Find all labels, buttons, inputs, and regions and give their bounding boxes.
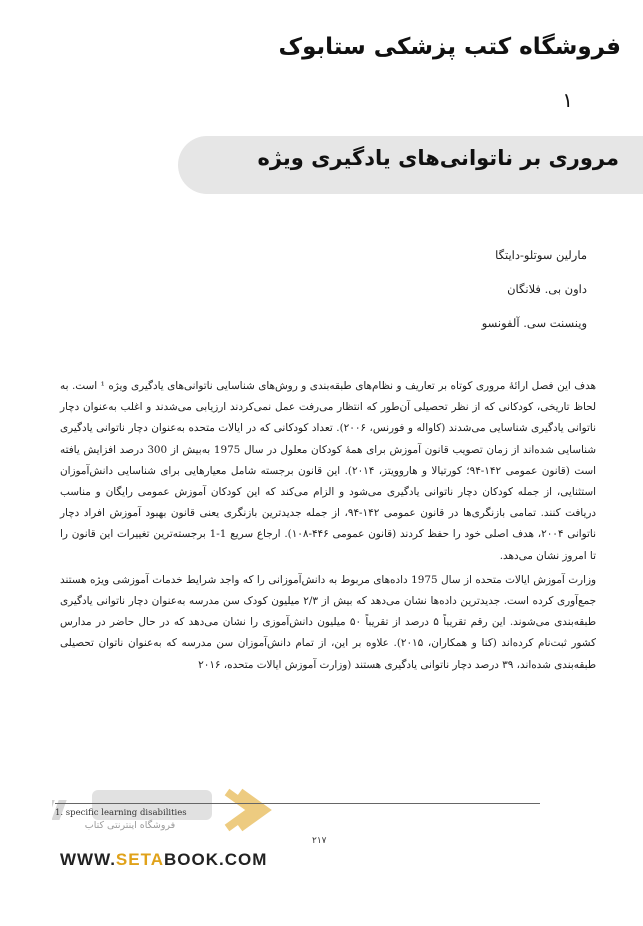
paragraph-2: وزارت آموزش ایالات متحده از سال 1975 داده‌های مربوط به دانش‌آموزانی را که واجد شرایط خدمات آموزشی ویژه هستند جمع‌آوری کرده است. جدیدترین داده‌ها نشان می‌دهد که بیش از ۲/۳ میلیون کودک سن مدرسه به‌عنوان دچار ناتوانی یادگیری طبقه‌بندی می‌شوند. این رقم تقریباً ۵ درصد از تقریباً ۵۰ میلیون دانش‌آموزی را نشان می‌دهد که در حال حاضر در مدارس کشور ثبت‌نام کرده‌اند (کنا و همکاران، ۲۰۱۵). علاوه بر این، از تمام دانش‌آموزان سن مدرسه که به‌عنوان ناتوان تحصیلی طبقه‌بندی شده‌اند، ۳۹ درصد دچار ناتوانی یادگیری هستند (وزارت آموزش ایالات متحده، ۲۰۱۶ — [60, 573, 596, 671]
website-url — [60, 850, 267, 870]
footnote-rule — [55, 803, 540, 804]
logo-chevrons — [227, 792, 265, 828]
website-suffix: BOOK.COM — [164, 850, 268, 869]
logo-text: فروشگاه اینترنتی کتاب — [84, 820, 176, 831]
website-prefix: WWW. — [60, 850, 116, 869]
chapter-title: مروری بر ناتوانی‌های یادگیری ویژه — [257, 146, 619, 170]
footnote: 1. specific learning disabilities — [55, 808, 187, 818]
page-number: ۲۱۷ — [312, 836, 327, 846]
author-1: مارلین سوتلو-دایتگا — [495, 248, 587, 262]
chapter-number: ۱ — [562, 88, 573, 112]
author-2: داون بی. فلانگان — [507, 282, 587, 296]
shop-title: فروشگاه کتب پزشکی ستابوک — [278, 34, 621, 60]
website-brand: SETA — [115, 850, 164, 869]
body-text — [60, 376, 596, 676]
paragraph-1: هدف این فصل ارائهٔ مروری کوتاه بر تعاریف و نظام‌های طبقه‌بندی و روش‌های شناسایی ناتوانی‌های یادگیری ویژه ¹ است. به لحاظ تاریخی، کودکانی که از نظر تحصیلی آن‌طور که انتظار می‌رفت عمل نمی‌کردند ارزیابی می‌شدند و اغلب به‌عنوان دچار ناتوانی یادگیری شناسایی می‌شدند (کاواله و فورنس، ۲۰۰۶). تعداد کودکانی که در ایالات متحده به‌عنوان دچار ناتوانی یادگیری شناسایی شده‌اند از زمان تصویب قانون آموزش برای همهٔ کودکان معلول در سال 1975 به‌بیش از 300 درصد افزایش یافته است (قانون عمومی ۱۴۲-۹۴؛ کورتیالا و هاروویتز، ۲۰۱۴). این قانون برجسته شامل معیارهایی برای شناسایی دانش‌آموزان استثنایی، از جمله کودکان دچار ناتوانی یادگیری می‌شود و الزام می‌کند که این کودکان آموزش عمومی رایگان و مناسب دریافت کنند. تمامی بازنگری‌ها در قانون عمومی ۱۴۲-۹۴، از جمله جدیدترین بازنگری یعنی قانون بهبود آموزش افراد دچار ناتوانی ۲۰۰۴، هدف اصلی خود را حفظ کردند (قانون عمومی ۴۴۶-۱۰۸). ارجاع سریع 1-1 برجسته‌ترین تغییرات این قانون را تا امروز نشان می‌دهد. — [60, 380, 597, 562]
author-3: وینسنت سی. آلفونسو — [481, 316, 587, 330]
authors-list — [287, 238, 587, 340]
